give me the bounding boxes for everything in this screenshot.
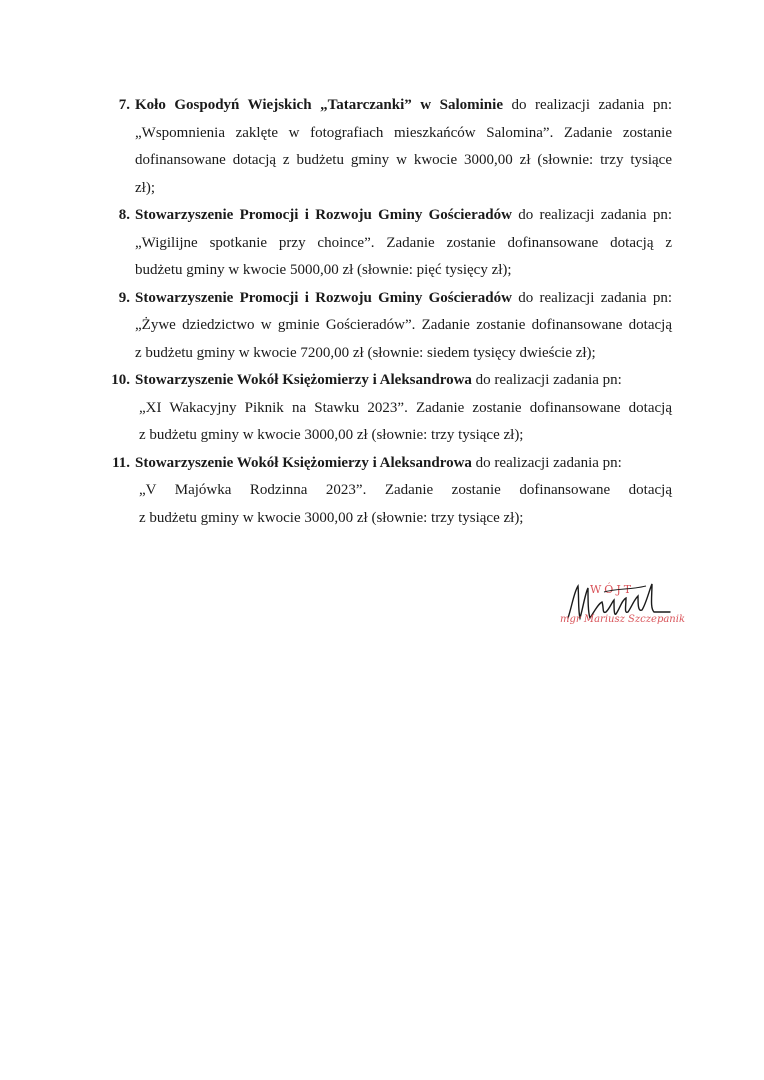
item-line: z budżetu gminy w kwocie 7200,00 zł (słownie: siedem tysięcy dwieście zł);	[135, 344, 596, 361]
item-body	[135, 450, 672, 533]
item-line: z budżetu gminy w kwocie 3000,00 zł (słownie: trzy tysiące zł);	[139, 427, 524, 443]
item-lead: do realizacji zadania pn:	[511, 207, 673, 223]
stamp-name: mgr Mariusz Szczepanik	[560, 614, 686, 625]
item-line: „Żywe dziedzictwo w gminie Gościeradów”. Zadanie zostanie dofinansowane dotacją	[135, 317, 672, 333]
item-lead: do realizacji zadania pn:	[511, 289, 673, 306]
item-line: „Wigilijne spotkanie przy choince”. Zadanie zostanie dofinansowane dotacją z	[135, 234, 672, 251]
item-body	[135, 367, 672, 450]
item-lead: do realizacji zadania pn:	[471, 372, 622, 388]
list-item	[0, 285, 764, 368]
list-item	[0, 367, 764, 450]
list-item	[0, 92, 764, 202]
item-line: „Wspomnienia zaklęte w fotografiach mieszkańców Salomina”. Zadanie zostanie	[135, 124, 672, 141]
item-lead: do realizacji zadania pn:	[502, 97, 673, 113]
organization-name: Stowarzyszenie Wokół Księżomierzy i Aleksandrowa	[135, 372, 472, 388]
signature-stroke	[604, 586, 646, 592]
item-number: 9.	[118, 289, 130, 306]
grant-list	[0, 92, 764, 532]
stamp-title: WÓJT	[590, 583, 635, 596]
item-number: 7.	[118, 97, 130, 113]
item-line: „XI Wakacyjny Piknik na Stawku 2023”. Zadanie zostanie dofinansowane dotacją	[139, 399, 672, 416]
list-item	[0, 450, 764, 533]
list-item	[0, 202, 764, 285]
organization-name: Koło Gospodyń Wiejskich „Tatarczanki” w Salominie	[135, 97, 503, 113]
item-line: „V Majówka Rodzinna 2023”. Zadanie zostanie dofinansowane dotacją	[139, 482, 672, 498]
item-body	[135, 285, 672, 368]
item-number: 11.	[112, 454, 130, 471]
organization-name: Stowarzyszenie Wokół Księżomierzy i Aleksandrowa	[135, 454, 472, 471]
item-body	[135, 92, 672, 202]
item-line: budżetu gminy w kwocie 5000,00 zł (słownie: pięć tysięcy zł);	[135, 262, 512, 278]
item-line: dofinansowane dotacją z budżetu gminy w kwocie 3000,00 zł (słownie: trzy tysiące	[135, 152, 672, 168]
organization-name: Stowarzyszenie Promocji i Rozwoju Gminy Gościeradów	[135, 207, 512, 223]
item-line: z budżetu gminy w kwocie 3000,00 zł (słownie: trzy tysiące zł);	[139, 509, 524, 526]
item-lead: do realizacji zadania pn:	[471, 454, 622, 471]
item-line: zł);	[135, 179, 155, 196]
item-number: 10.	[111, 372, 130, 388]
item-number: 8.	[118, 207, 130, 223]
item-body	[135, 202, 672, 285]
organization-name: Stowarzyszenie Promocji i Rozwoju Gminy Gościeradów	[135, 289, 512, 306]
